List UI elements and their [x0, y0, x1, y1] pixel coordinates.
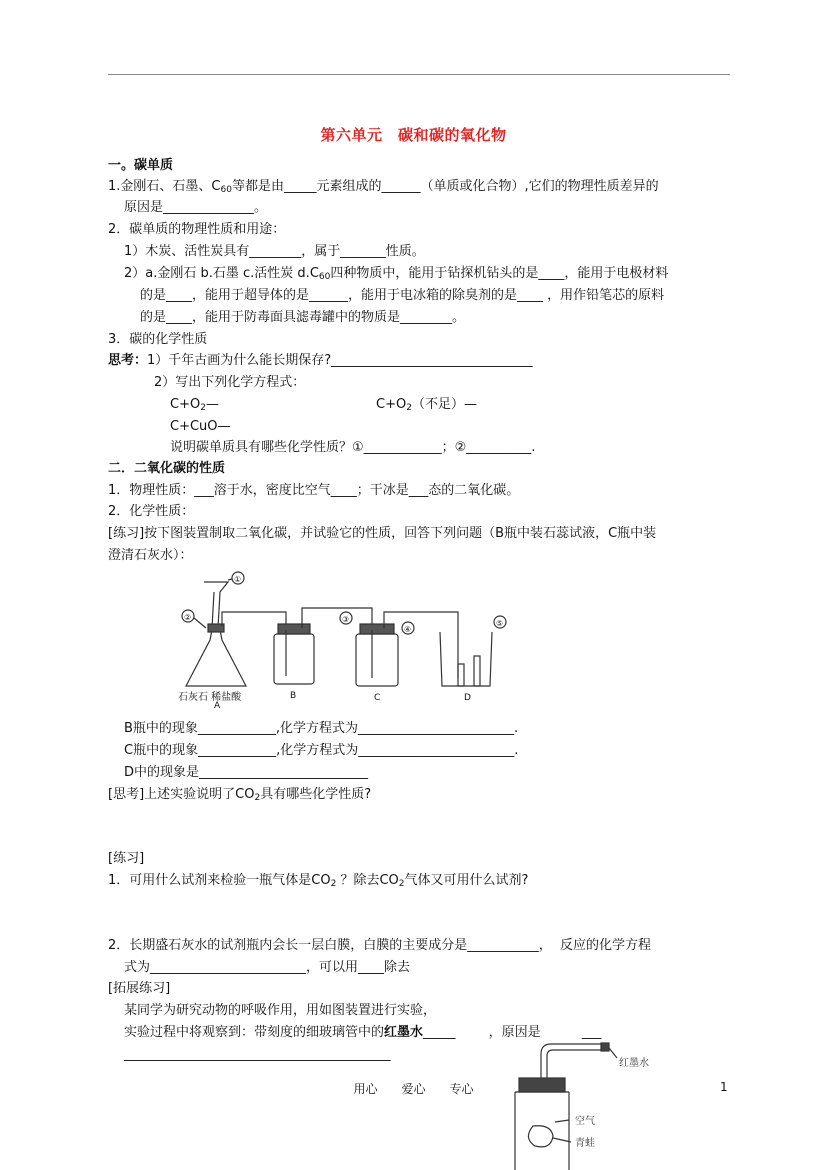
- frog-bottle-figure: [505, 1034, 685, 1170]
- practice-q2-line2: 式为________________________，可以用____除去: [124, 960, 411, 975]
- extension-heading: [拓展练习]: [108, 981, 171, 996]
- label-b: B: [290, 691, 297, 701]
- bottle-b: [274, 634, 314, 684]
- think-co2: [思考]上述实验说明了$CO_2$具有哪些化学性质?: [108, 787, 372, 803]
- beaker-d: [440, 632, 492, 686]
- extension-line3: _________________________________________: [124, 1047, 391, 1062]
- label-a-reagents: 石灰石 稀盐酸: [178, 692, 242, 703]
- bottle-body: [515, 1092, 569, 1170]
- extension-line2: 实验过程中将观察到：带刻度的细玻璃管中的红墨水_____ ，原因是 ___: [124, 1025, 602, 1040]
- equation-3: C+CuO—: [170, 419, 231, 434]
- q2-2-line3: 的是____，能用于防毒面具滤毒罐中的物质是________。: [140, 310, 466, 325]
- question-d: D中的现象是__________________________: [124, 765, 369, 780]
- mark-4: ④: [404, 625, 412, 634]
- apparatus-figure: [170, 568, 520, 708]
- practice-q1: 1．可用什么试剂来检验一瓶气体是$CO_2$ ？除去$CO_2$气体又可用什么试剂?: [108, 873, 529, 889]
- bottle-b-stopper: [278, 624, 310, 634]
- equation-2: $C+O_2$（不足）—: [376, 397, 477, 413]
- label-a: A: [214, 701, 221, 708]
- bottle-c: [356, 634, 398, 686]
- q1-line2: 原因是______________。: [124, 200, 268, 215]
- summary-line: 说明碳单质具有哪些化学性质？①____________；②__________.: [170, 440, 536, 455]
- label-c: C: [374, 693, 381, 703]
- mark-3: ③: [342, 615, 350, 624]
- funnel-shape: [204, 582, 228, 628]
- flask-a: [186, 630, 246, 686]
- footer-motto: 用心 爱心 专心: [353, 1082, 474, 1096]
- candle-1: [458, 664, 464, 686]
- label-air: 空气: [575, 1116, 595, 1127]
- red-ink-drop: [601, 1043, 609, 1051]
- q1-line1: 1.金刚石、石墨、$C_{60}$等都是由_____元素组成的______（单质或化合物）,它们的物理性质差异的: [108, 179, 659, 195]
- q2-line: 2．碳单质的物理性质和用途：: [108, 222, 286, 237]
- co2-physical: 1．物理性质：___溶于水，密度比空气____；干冰是___态的二氧化碳。: [108, 483, 520, 498]
- label-red-ink: 红墨水: [619, 1058, 649, 1069]
- think-2: 2）写出下列化学方程式：: [154, 375, 306, 390]
- bottle-c-stopper: [360, 624, 394, 634]
- section-1-heading: 一。碳单质: [108, 158, 174, 173]
- mark-5: ⑤: [496, 619, 504, 628]
- question-c: C瓶中的现象____________,化学方程式为________________________.: [124, 743, 519, 758]
- mark-1: ①: [234, 575, 242, 584]
- q2-1: 1）木炭、活性炭具有________，属于_______性质。: [124, 244, 425, 259]
- question-b: B瓶中的现象____________,化学方程式为________________________.: [124, 721, 519, 736]
- label-frog: 青蛙: [575, 1138, 595, 1149]
- candle-2: [474, 656, 480, 686]
- header-rule: [108, 74, 730, 75]
- practice-q2-line1: 2．长期盛石灰水的试剂瓶内会长一层白膜，白膜的主要成分是___________， 反应的化学方程: [108, 938, 652, 953]
- practice-line2: 澄清石灰水）：: [108, 548, 193, 563]
- frog-shape: [528, 1126, 553, 1147]
- label-d: D: [464, 693, 471, 703]
- q3-line: 3．碳的化学性质: [108, 332, 208, 347]
- think-1: 思考：1）千年古画为什么能长期保存?_______________________________: [108, 353, 533, 368]
- page-title: 第六单元 碳和碳的氧化物: [320, 126, 507, 144]
- equation-1: $C+O_2—$: [170, 397, 219, 413]
- section-2-heading: 二．二氧化碳的性质: [108, 461, 226, 476]
- mark-2: ②: [184, 613, 192, 622]
- page-number: 1: [720, 1080, 728, 1094]
- co2-chemical: 2．化学性质：: [108, 504, 195, 519]
- practice-line1: [练习]按下图装置制取二氧化碳，并试验它的性质，回答下列问题（B瓶中装石蕊试液，C瓶中装: [108, 526, 657, 541]
- q2-2-line2: 的是____，能用于超导体的是______，能用于电冰箱的除臭剂的是____ ，用作铅笔芯的原料: [140, 288, 665, 303]
- q2-2-line1: 2）a.金刚石 b.石墨 c.活性炭 $d.C_{60}$四种物质中，能用于钻探机钻头的是____，能用于电极材料: [124, 266, 669, 282]
- extension-line1: 某同学为研究动物的呼吸作用，用如图装置进行实验，: [124, 1003, 437, 1018]
- practice-heading: [练习]: [108, 851, 145, 866]
